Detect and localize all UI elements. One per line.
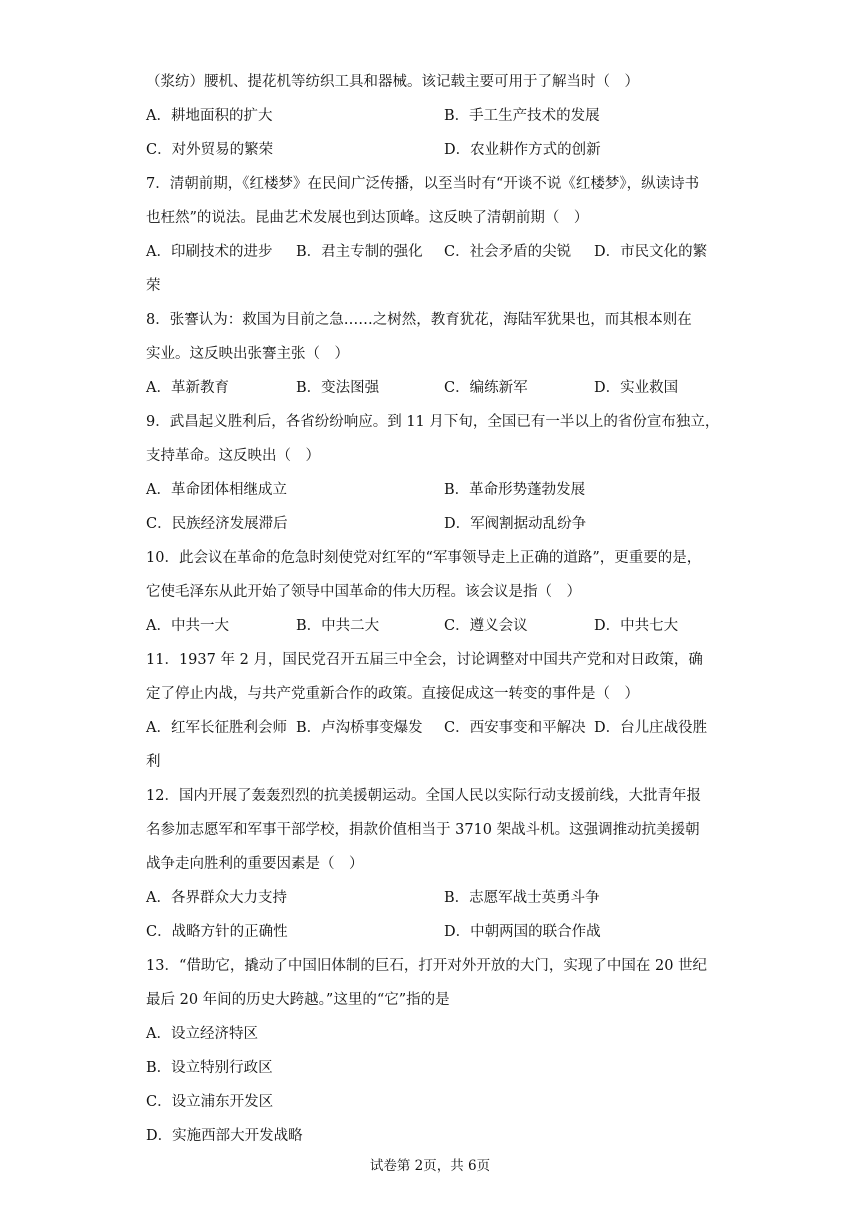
q11-option-a: A．红军长征胜利会师 bbox=[146, 720, 287, 736]
q9-stem-line-2: 支持革命。这反映出（ ） bbox=[146, 448, 320, 464]
q12-option-a: A．各界群众大力支持 bbox=[146, 890, 287, 906]
q10-option-b: B．中共二大 bbox=[296, 618, 380, 634]
q8-option-b: B．变法图强 bbox=[296, 380, 380, 396]
q11-stem-line-1: 11．1937 年 2 月，国民党召开五届三中全会，讨论调整对中国共产党和对日政策，确 bbox=[146, 652, 703, 668]
q7-option-d: D．市民文化的繁 bbox=[594, 244, 708, 260]
q8-option-d: D．实业救国 bbox=[594, 380, 679, 396]
q13-option-b: B．设立特别行政区 bbox=[146, 1060, 273, 1076]
q7-option-b: B．君主专制的强化 bbox=[296, 244, 423, 260]
q8-option-a: A．革新教育 bbox=[146, 380, 229, 396]
q8-stem-line-1: 8．张謇认为：救国为目前之急……之树然，教育犹花，海陆军犹果也，而其根本则在 bbox=[146, 312, 692, 328]
q13-option-c: C．设立浦东开发区 bbox=[146, 1094, 274, 1110]
q7-stem-line-1: 7．清朝前期，《红楼梦》在民间广泛传播，以至当时有“开谈不说《红楼梦》，纵读诗书 bbox=[146, 176, 700, 192]
q10-option-c: C．遵义会议 bbox=[444, 618, 528, 634]
q12-stem-line-3: 战争走向胜利的重要因素是（ ） bbox=[146, 856, 364, 872]
q12-option-b: B．志愿军战士英勇斗争 bbox=[444, 890, 600, 906]
q9-stem-line-1: 9．武昌起义胜利后，各省纷纷响应。到 11 月下旬，全国已有一半以上的省份宣布独立， bbox=[146, 414, 720, 430]
q10-option-d: D．中共七大 bbox=[594, 618, 679, 634]
q9-option-c: C．民族经济发展滞后 bbox=[146, 516, 288, 532]
q7-option-a: A．印刷技术的进步 bbox=[146, 244, 273, 260]
q12-stem-line-1: 12．国内开展了轰轰烈烈的抗美援朝运动。全国人民以实际行动支援前线，大批青年报 bbox=[146, 788, 701, 804]
q11-option-c: C．西安事变和平解决 bbox=[444, 720, 586, 736]
q9-option-d: D．军阀割据动乱纷争 bbox=[444, 516, 587, 532]
page-footer: 试卷第 2页，共 6页 bbox=[369, 1158, 491, 1174]
q13-stem-line-1: 13．“借助它，撬动了中国旧体制的巨石，打开对外开放的大门，实现了中国在 20 世纪 bbox=[146, 958, 708, 974]
q6-option-b: B．手工生产技术的发展 bbox=[444, 108, 600, 124]
q11-option-d-wrap: 利 bbox=[146, 754, 161, 770]
q6-option-d: D．农业耕作方式的创新 bbox=[444, 142, 601, 158]
q11-option-d: D．台儿庄战役胜 bbox=[594, 720, 708, 736]
q12-stem-line-2: 名参加志愿军和军事干部学校，捐款价值相当于 3710 架战斗机。这强调推动抗美援朝 bbox=[146, 822, 700, 838]
q7-stem-line-2: 也枉然”的说法。昆曲艺术发展也到达顶峰。这反映了清朝前期（ ） bbox=[146, 210, 589, 226]
q6-option-c: C．对外贸易的繁荣 bbox=[146, 142, 274, 158]
q6-option-a: A．耕地面积的扩大 bbox=[146, 108, 273, 124]
q10-stem-line-2: 它使毛泽东从此开始了领导中国革命的伟大历程。该会议是指（ ） bbox=[146, 584, 581, 600]
q7-option-d-wrap: 荣 bbox=[146, 278, 161, 294]
q13-option-a: A．设立经济特区 bbox=[146, 1026, 258, 1042]
q6-stem-line: （浆纺）腰机、提花机等纺织工具和器械。该记载主要可用于了解当时（ ） bbox=[146, 74, 639, 90]
q12-option-c: C．战略方针的正确性 bbox=[146, 924, 288, 940]
q11-stem-line-2: 定了停止内战，与共产党重新合作的政策。直接促成这一转变的事件是（ ） bbox=[146, 686, 639, 702]
q9-option-a: A．革命团体相继成立 bbox=[146, 482, 287, 498]
q8-option-c: C．编练新军 bbox=[444, 380, 528, 396]
q12-option-d: D．中朝两国的联合作战 bbox=[444, 924, 601, 940]
q13-option-d: D．实施西部大开发战略 bbox=[146, 1128, 303, 1144]
q7-option-c: C．社会矛盾的尖锐 bbox=[444, 244, 572, 260]
q8-stem-line-2: 实业。这反映出张謇主张（ ） bbox=[146, 346, 349, 362]
q11-option-b: B．卢沟桥事变爆发 bbox=[296, 720, 423, 736]
q10-option-a: A．中共一大 bbox=[146, 618, 229, 634]
q10-stem-line-1: 10．此会议在革命的危急时刻使党对红军的“军事领导走上正确的道路”，更重要的是， bbox=[146, 550, 702, 566]
q9-option-b: B．革命形势蓬勃发展 bbox=[444, 482, 586, 498]
q13-stem-line-2: 最后 20 年间的历史大跨越。”这里的“它”指的是 bbox=[146, 992, 450, 1008]
